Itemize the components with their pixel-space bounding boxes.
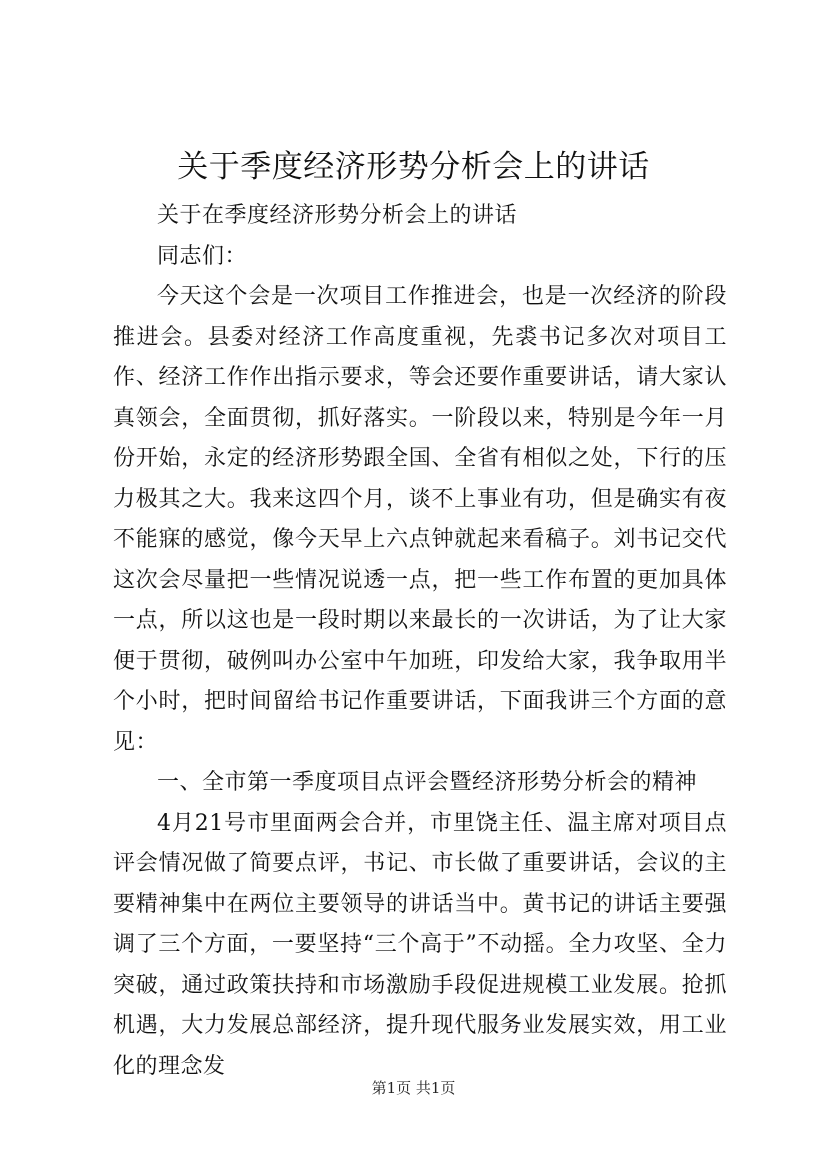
- page-footer: 第1页 共1页: [371, 1079, 456, 1097]
- document-body: [113, 196, 727, 1087]
- body-paragraph: 4月21号市里面两会合并，市里饶主任、温主席对项目点评会情况做了简要点评，书记、市长做了重要讲话，会议的主要精神集中在两位主要领导的讲话当中。黄书记的讲话主要强调了三个方面，一要坚持“三个高于”不动摇。全力攻坚、全力突破，通过政策扶持和市场激励手段促进规模工业发展。抢抓机遇，大力发展总部经济，提升现代服务业发展实效，用工业化的理念发: [113, 810, 727, 1079]
- document-title: 关于季度经济形势分析会上的讲话: [177, 149, 650, 185]
- subtitle-paragraph: 关于在季度经济形势分析会上的讲话: [157, 203, 518, 228]
- body-paragraph: 今天这个会是一次项目工作推进会，也是一次经济的阶段推进会。县委对经济工作高度重视，先裘书记多次对项目工作、经济工作作出指示要求，等会还要作重要讲话，请大家认真领会，全面贯彻，抓好落实。一阶段以来，特别是今年一月份开始，永定的经济形势跟全国、全省有相似之处，下行的压力极其之大。我来这四个月，谈不上事业有功，但是确实有夜不能寐的感觉，像今天早上六点钟就起来看稿子。刘书记交代这次会尽量把一些情况说透一点，把一些工作布置的更加具体一点，所以这也是一段时期以来最长的一次讲话，为了让大家便于贯彻，破例叫办公室中午加班，印发给大家，我争取用半个小时，把时间留给书记作重要讲话，下面我讲三个方面的意见：: [113, 284, 727, 755]
- salutation-paragraph: 同志们：: [157, 243, 248, 269]
- section-heading: 一、全市第一季度项目点评会暨经济形势分析会的精神: [157, 770, 698, 795]
